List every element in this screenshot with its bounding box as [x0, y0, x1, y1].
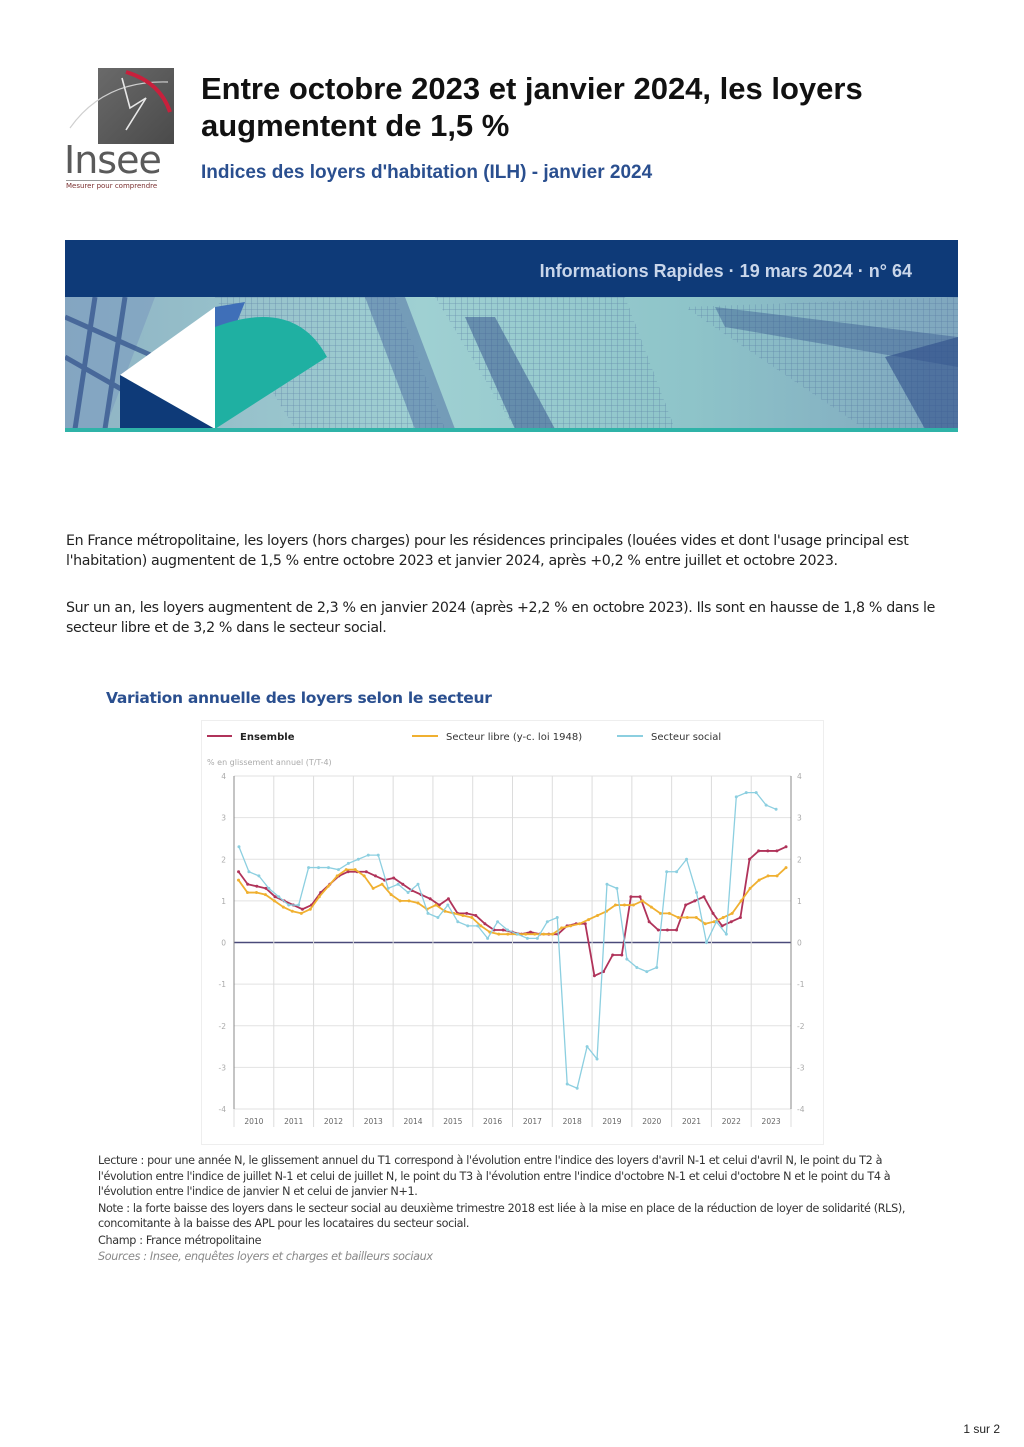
y-tick-label-left: -1 — [218, 980, 226, 990]
data-point — [593, 974, 596, 977]
data-point — [758, 879, 761, 882]
data-point — [337, 868, 340, 871]
data-point — [354, 868, 357, 871]
x-tick-label: 2018 — [562, 1117, 582, 1126]
data-point — [596, 1058, 599, 1061]
annual-paragraph: Sur un an, les loyers augmentent de 2,3 % en janvier 2024 (après +2,2 % en octobre 2023). Ils sont en hausse de 1,8 % dans le secteur libre et de 3,2 % dans le secteur social. — [66, 600, 936, 636]
data-point — [705, 941, 708, 944]
data-point — [755, 791, 758, 794]
data-point — [237, 845, 240, 848]
data-point — [291, 910, 294, 913]
data-point — [739, 916, 742, 919]
y-tick-label-left: 3 — [221, 813, 226, 823]
data-point — [704, 922, 707, 925]
data-point — [785, 866, 788, 869]
data-point — [526, 937, 529, 940]
data-point — [524, 933, 527, 936]
data-point — [456, 920, 459, 923]
legend-label-social: Secteur social — [651, 732, 722, 743]
x-tick-label: 2015 — [443, 1117, 463, 1126]
data-point — [317, 866, 320, 869]
data-point — [722, 916, 725, 919]
data-point — [300, 912, 303, 915]
y-axis-label: % en glissement annuel (T/T-4) — [207, 758, 332, 767]
data-point — [529, 931, 532, 934]
y-tick-label-right: 0 — [797, 938, 802, 948]
data-point — [367, 854, 370, 857]
page-subtitle: Indices des loyers d'habitation (ILH) - janvier 2024 — [201, 162, 653, 183]
data-point — [767, 874, 770, 877]
data-point — [387, 887, 390, 890]
data-point — [645, 970, 648, 973]
data-point — [461, 914, 464, 917]
data-point — [365, 870, 368, 873]
y-tick-label-right: 1 — [797, 896, 802, 906]
logo-tagline: Mesurer pour comprendre — [66, 182, 158, 190]
y-tick-label-left: 0 — [221, 938, 226, 948]
data-point — [381, 883, 384, 886]
data-point — [766, 849, 769, 852]
data-point — [466, 924, 469, 927]
data-point — [620, 953, 623, 956]
data-point — [695, 916, 698, 919]
insee-logo — [64, 68, 176, 194]
banner-accent-line — [65, 428, 958, 432]
page-number: 1 sur 2 — [963, 1422, 1000, 1436]
data-point — [479, 924, 482, 927]
data-point — [301, 908, 304, 911]
data-point — [246, 891, 249, 894]
data-point — [556, 916, 559, 919]
banner-image — [65, 297, 958, 429]
data-point — [277, 895, 280, 898]
data-point — [684, 904, 687, 907]
data-point — [470, 916, 473, 919]
data-point — [776, 874, 779, 877]
data-point — [605, 883, 608, 886]
data-point — [374, 874, 377, 877]
x-tick-label: 2021 — [681, 1117, 702, 1126]
data-point — [287, 904, 290, 907]
data-point — [587, 918, 590, 921]
data-point — [566, 1083, 569, 1086]
x-tick-label: 2023 — [761, 1117, 781, 1126]
data-point — [735, 795, 738, 798]
data-point — [506, 929, 509, 932]
x-tick-label: 2022 — [721, 1117, 741, 1126]
data-point — [309, 908, 312, 911]
data-point — [693, 899, 696, 902]
data-point — [399, 899, 402, 902]
data-point — [446, 904, 449, 907]
data-point — [247, 870, 250, 873]
data-point — [578, 922, 581, 925]
data-point — [318, 895, 321, 898]
x-tick-label: 2017 — [522, 1117, 542, 1126]
y-tick-label-left: 1 — [221, 896, 226, 906]
data-point — [264, 893, 267, 896]
x-tick-label: 2014 — [403, 1117, 423, 1126]
data-point — [496, 920, 499, 923]
note-lecture: Lecture : pour une année N, le glissement annuel du T1 correspond à l'évolution entre l'indice des loyers d'avril N-1 et celui d'avril N, le point du T2 à l'évolution entre l'indice de juillet N-1 et celui de juillet N, le point du T3 à l'évolution entre l'indice d'octobre N-1 et celui d'octobre N et le point du T4 à l'évolution entre l'indice de janvier N et celui de janvier N+1. — [98, 1154, 891, 1198]
data-point — [731, 912, 734, 915]
data-point — [257, 874, 260, 877]
logo-arc-icon — [64, 68, 176, 148]
data-point — [336, 874, 339, 877]
data-point — [584, 922, 587, 925]
data-point — [264, 887, 267, 890]
data-point — [546, 920, 549, 923]
data-point — [668, 912, 671, 915]
data-point — [775, 849, 778, 852]
data-point — [392, 876, 395, 879]
data-point — [641, 899, 644, 902]
data-point — [474, 914, 477, 917]
data-point — [307, 866, 310, 869]
data-point — [685, 858, 688, 861]
data-point — [397, 883, 400, 886]
data-point — [447, 897, 450, 900]
chart-title: Variation annuelle des loyers selon le secteur — [106, 689, 492, 707]
data-point — [407, 891, 410, 894]
data-point — [666, 929, 669, 932]
y-tick-label-left: -2 — [218, 1021, 226, 1031]
data-point — [542, 933, 545, 936]
data-point — [429, 897, 432, 900]
y-tick-label-right: -2 — [797, 1021, 805, 1031]
data-point — [611, 953, 614, 956]
x-tick-label: 2012 — [323, 1117, 344, 1126]
publication-info: Informations Rapides · 19 mars 2024 · n° 64 — [539, 261, 912, 281]
data-point — [665, 870, 668, 873]
legend-label-libre: Secteur libre (y-c. loi 1948) — [446, 732, 583, 743]
data-point — [677, 916, 680, 919]
y-tick-label-right: -1 — [797, 980, 805, 990]
data-point — [686, 916, 689, 919]
data-point — [725, 933, 728, 936]
data-point — [516, 933, 519, 936]
x-tick-label: 2016 — [483, 1117, 503, 1126]
data-point — [659, 912, 662, 915]
x-tick-label: 2010 — [244, 1117, 264, 1126]
data-point — [237, 870, 240, 873]
data-point — [255, 885, 258, 888]
note-champ: Champ : France métropolitaine — [98, 1233, 262, 1247]
data-point — [497, 933, 500, 936]
data-point — [632, 904, 635, 907]
data-point — [426, 912, 429, 915]
data-point — [655, 966, 658, 969]
data-point — [576, 1087, 579, 1090]
x-tick-label: 2013 — [363, 1117, 383, 1126]
data-point — [650, 906, 653, 909]
data-point — [765, 804, 768, 807]
data-point — [417, 883, 420, 886]
chart-legend — [207, 732, 721, 743]
y-tick-label-left: 4 — [221, 772, 226, 781]
buildings-illustration-icon — [65, 297, 958, 429]
note-rls: Note : la forte baisse des loyers dans le secteur social au deuxième trimestre 2018 est liée à la mise en place de la réduction de loyer de solidarité (RLS), concomitante à la baisse des APL pour les locataires du secteur social. — [98, 1201, 906, 1230]
y-tick-label-right: 2 — [797, 855, 802, 865]
data-point — [237, 879, 240, 882]
data-point — [740, 899, 743, 902]
chart-frame — [201, 720, 824, 1145]
data-point — [357, 858, 360, 861]
y-tick-label-left: -4 — [218, 1105, 226, 1114]
data-point — [749, 887, 752, 890]
data-point — [675, 870, 678, 873]
data-point — [614, 904, 617, 907]
x-tick-label: 2019 — [602, 1117, 622, 1126]
data-point — [401, 883, 404, 886]
data-point — [267, 887, 270, 890]
data-point — [625, 958, 628, 961]
data-point — [417, 901, 420, 904]
data-point — [730, 920, 733, 923]
data-point — [635, 966, 638, 969]
data-point — [712, 912, 715, 915]
data-point — [675, 929, 678, 932]
data-point — [502, 929, 505, 932]
logo-wordmark: Insee — [64, 138, 161, 182]
y-tick-label-right: -3 — [797, 1063, 805, 1073]
data-point — [390, 893, 393, 896]
data-point — [327, 885, 330, 888]
data-point — [465, 912, 468, 915]
data-point — [657, 929, 660, 932]
y-tick-label-left: -3 — [218, 1063, 226, 1073]
page-title: Entre octobre 2023 et janvier 2024, les loyers augmentent de 1,5 % — [201, 71, 863, 143]
data-point — [745, 791, 748, 794]
line-chart — [202, 721, 823, 1144]
intro-paragraph: En France métropolitaine, les loyers (hors charges) pour les résidences principales (louées vides et dont l'usage principal est l'habitation) augmentent de 1,5 % entre octobre 2023 et janvier 2024, après +0,2 % entre juillet et octobre 2023. — [66, 533, 909, 569]
data-point — [785, 845, 788, 848]
y-tick-label-right: -4 — [797, 1105, 805, 1114]
data-point — [757, 849, 760, 852]
data-point — [596, 914, 599, 917]
data-point — [363, 874, 366, 877]
x-tick-label: 2020 — [642, 1117, 662, 1126]
data-point — [476, 924, 479, 927]
note-sources: Sources : Insee, enquêtes loyers et charges et bailleurs sociaux — [98, 1250, 433, 1263]
data-point — [282, 906, 285, 909]
data-point — [623, 904, 626, 907]
y-tick-label-right: 4 — [797, 772, 802, 781]
data-point — [434, 904, 437, 907]
data-point — [569, 924, 572, 927]
data-point — [615, 887, 618, 890]
data-point — [273, 899, 276, 902]
data-point — [436, 916, 439, 919]
data-point — [586, 1045, 589, 1048]
data-point — [748, 858, 751, 861]
data-point — [486, 937, 489, 940]
y-tick-label-right: 3 — [797, 813, 802, 823]
data-point — [560, 926, 563, 929]
data-point — [246, 883, 249, 886]
data-point — [297, 904, 300, 907]
data-point — [274, 895, 277, 898]
data-point — [695, 891, 698, 894]
legend-label-ensemble: Ensemble — [240, 732, 295, 743]
data-point — [372, 887, 375, 890]
y-tick-label-left: 2 — [221, 855, 226, 865]
data-point — [506, 933, 509, 936]
data-point — [715, 920, 718, 923]
data-point — [347, 862, 350, 865]
series-line-2 — [239, 793, 776, 1089]
data-point — [377, 854, 380, 857]
data-point — [536, 937, 539, 940]
publication-banner — [65, 240, 958, 432]
data-point — [327, 866, 330, 869]
data-point — [483, 922, 486, 925]
data-point — [702, 895, 705, 898]
banner-header — [65, 240, 958, 297]
data-point — [648, 920, 651, 923]
data-point — [345, 868, 348, 871]
data-point — [629, 895, 632, 898]
data-point — [255, 891, 258, 894]
chart-notes — [98, 1153, 920, 1266]
data-point — [551, 933, 554, 936]
data-point — [533, 933, 536, 936]
data-point — [639, 895, 642, 898]
data-point — [408, 899, 411, 902]
x-tick-label: 2011 — [284, 1117, 304, 1126]
data-point — [775, 808, 778, 811]
